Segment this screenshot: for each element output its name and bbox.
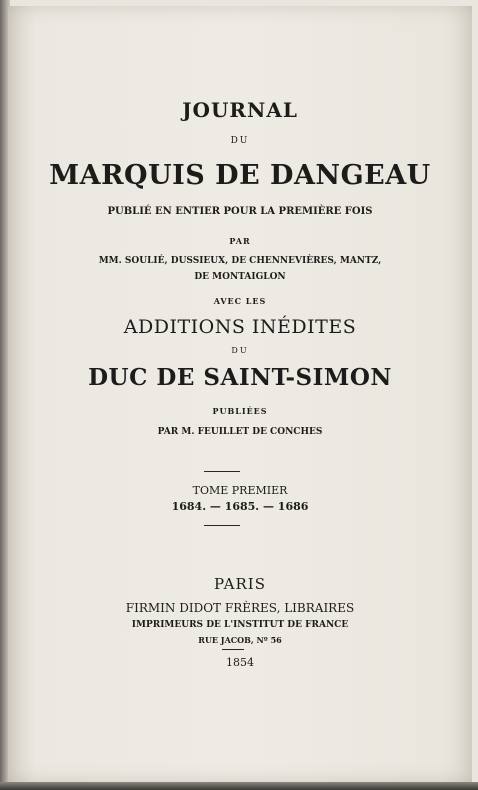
divider-lower — [204, 525, 240, 526]
subtitle-publie: PUBLIÉ EN ENTIER POUR LA PREMIÈRE FOIS — [107, 206, 373, 217]
editors-line-1: MM. SOULIÉ, DUSSIEUX, DE CHENNEVIÈRES, MANTZ, — [98, 256, 382, 266]
small-du: DU — [230, 136, 250, 146]
small-avec-les: AVEC LES — [213, 296, 267, 306]
divider-date — [222, 649, 244, 650]
heading-additions: ADDITIONS INÉDITES — [123, 316, 357, 338]
heading-marquis: MARQUIS DE DANGEAU — [49, 160, 431, 191]
small-par: PAR — [229, 236, 251, 246]
publication-date: 1854 — [226, 656, 254, 669]
years-line: 1684. — 1685. — 1686 — [171, 500, 309, 513]
city-paris: PARIS — [213, 575, 267, 593]
heading-duc: DUC DE SAINT-SIMON — [88, 364, 392, 391]
page-bottom-edge — [0, 782, 478, 790]
address-line: RUE JACOB, Nº 56 — [198, 635, 282, 645]
small-du-2: DU — [231, 346, 249, 355]
editors-line-2: DE MONTAIGLON — [194, 272, 286, 282]
small-publiees: PUBLIÉES — [212, 406, 268, 416]
tome-premier: TOME PREMIER — [192, 484, 288, 497]
heading-journal: JOURNAL — [182, 98, 298, 122]
par-feuillet: PAR M. FEUILLET DE CONCHES — [157, 427, 323, 437]
publisher-line: FIRMIN DIDOT FRÈRES, LIBRAIRES — [125, 601, 355, 615]
divider-upper — [204, 471, 240, 472]
imprimeurs-line: IMPRIMEURS DE L'INSTITUT DE FRANCE — [131, 620, 349, 630]
